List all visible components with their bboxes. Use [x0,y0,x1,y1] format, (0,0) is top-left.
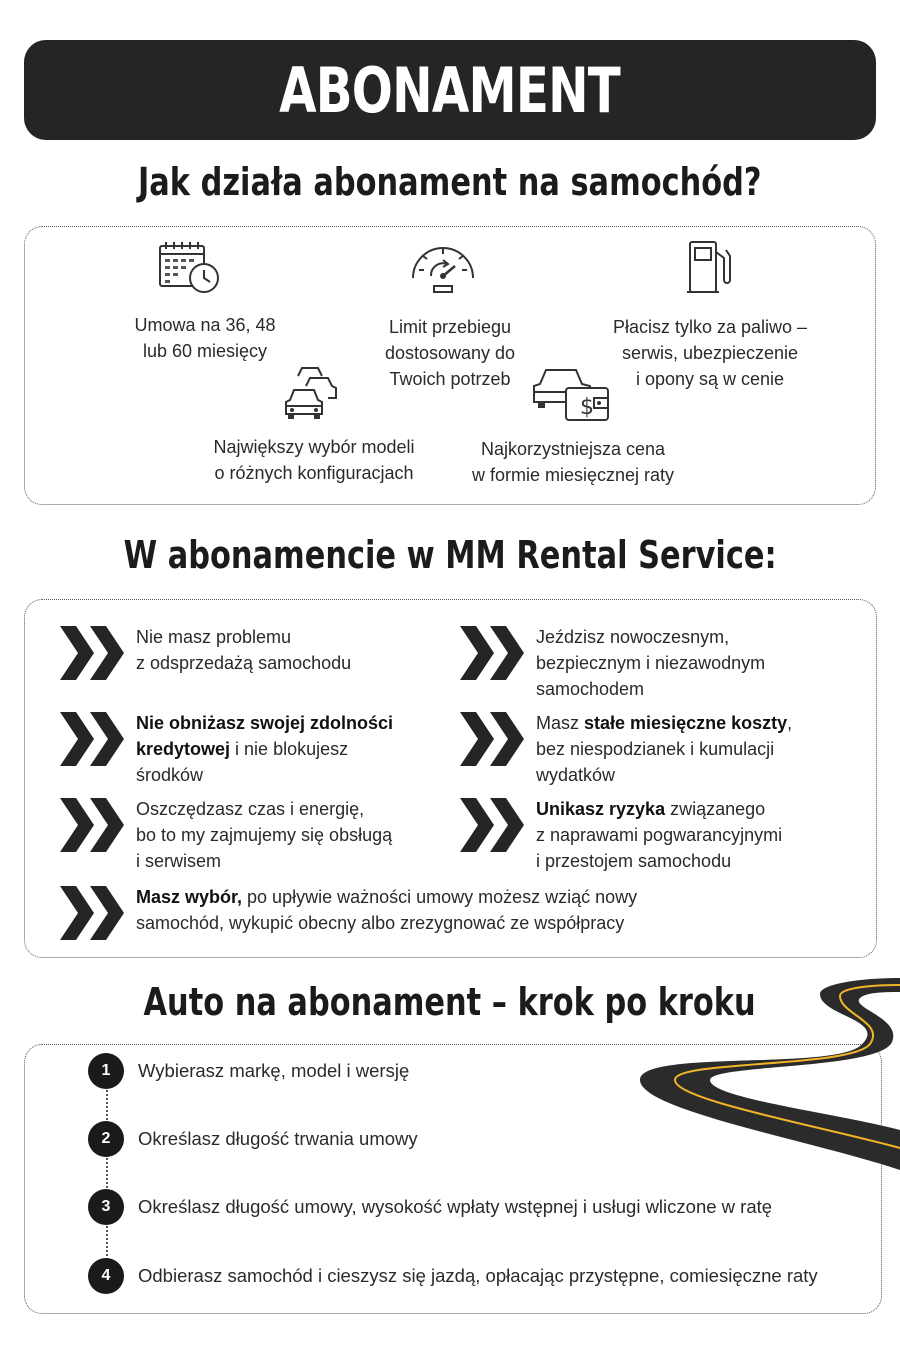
feature-text-price: Najkorzystniejsza cena w formie miesięcznej raty [471,439,675,485]
title-banner [24,40,876,140]
benefit-item [460,710,792,788]
section2-heading: W abonamencie w MM Rental Service: [123,533,777,577]
cars-icon [284,366,338,420]
benefit-line: Jeździsz nowoczesnym, [536,627,730,647]
benefit-line: z naprawami pogwarancyjnymi [536,825,783,845]
benefit-item [60,796,392,874]
benefit-line: z odsprzedażą samochodu [136,653,352,673]
double-chevron-icon [60,712,124,766]
step-text: Odbierasz samochód i cieszysz się jazdą, opłacając przystępne, comiesięczne raty [138,1265,818,1286]
benefit-line: bo to my zajmujemy się obsługą [136,825,393,845]
step-3 [88,1189,772,1225]
step-text: Wybierasz markę, model i wersję [138,1060,410,1081]
benefit-line: Oszczędzasz czas i energię, [136,799,365,819]
section3-heading: Auto na abonament – krok po kroku [143,980,757,1024]
step-number: 3 [88,1189,124,1225]
step-4 [88,1258,818,1294]
feature-text-models: Największy wybór modeli o różnych konfiguracjach [213,437,415,483]
benefit-line: i przestojem samochodu [536,851,732,871]
benefit-item [60,884,637,940]
step-number: 4 [88,1258,124,1294]
calendar-clock-icon [158,240,222,296]
double-chevron-icon [60,886,124,940]
benefit-line: środków [136,765,204,785]
fuel-pump-icon [686,240,734,296]
benefit-item [60,624,351,680]
benefit-text [136,796,392,874]
benefit-line: bez niespodzianek i kumulacji [536,739,775,759]
benefit-item [460,796,782,874]
benefit-line: i serwisem [136,851,222,871]
benefit-line: samochód, wykupić obecny albo zrezygnować ze współpracy [136,913,625,933]
double-chevron-icon [460,712,524,766]
speedometer-icon [409,240,477,296]
benefit-item [60,710,393,788]
double-chevron-icon [60,626,124,680]
benefit-line: bezpiecznym i niezawodnym [536,653,766,673]
double-chevron-icon [60,798,124,852]
step-number: 2 [88,1121,124,1157]
banner-title: ABONAMENT [279,53,621,127]
benefit-line: Masz wybór, po upływie ważności umowy możesz wziąć nowy [136,887,638,907]
step-text: Określasz długość umowy, wysokość wpłaty wstępnej i usługi wliczone w ratę [138,1196,773,1217]
feature-text-mileage: Limit przebiegu dostosowany do Twoich potrzeb [384,317,516,389]
benefit-text [136,884,637,936]
benefit-item [460,624,765,702]
benefit-line: Masz stałe miesięczne koszty, [536,713,793,733]
benefit-text [536,624,765,702]
feature-text-fuel: Płacisz tylko za paliwo – serwis, ubezpieczenie i opony są w cenie [612,317,808,389]
benefit-line: samochodem [536,679,645,699]
road-illustration [630,960,900,1180]
benefit-line: wydatków [536,765,616,785]
step-number: 1 [88,1053,124,1089]
benefit-line: Nie masz problemu [136,627,292,647]
benefit-line: Nie obniżasz swojej zdolności [136,713,394,733]
benefit-text [136,624,351,676]
section1-heading: Jak działa abonament na samochód? [138,160,762,204]
step-text: Określasz długość trwania umowy [138,1128,418,1149]
step-1 [88,1053,409,1089]
double-chevron-icon [460,798,524,852]
benefit-text [536,796,782,874]
benefit-text [136,710,393,788]
step-2 [88,1121,418,1157]
feature-text-contract: Umowa na 36, 48 lub 60 miesięcy [134,315,276,361]
double-chevron-icon [460,626,524,680]
steps-connector [106,1090,108,1276]
benefit-line: Unikasz ryzyka związanego [536,799,766,819]
svg-text:$: $ [580,395,594,420]
benefit-line: kredytowej i nie blokujesz [136,739,349,759]
benefit-text [536,710,792,788]
